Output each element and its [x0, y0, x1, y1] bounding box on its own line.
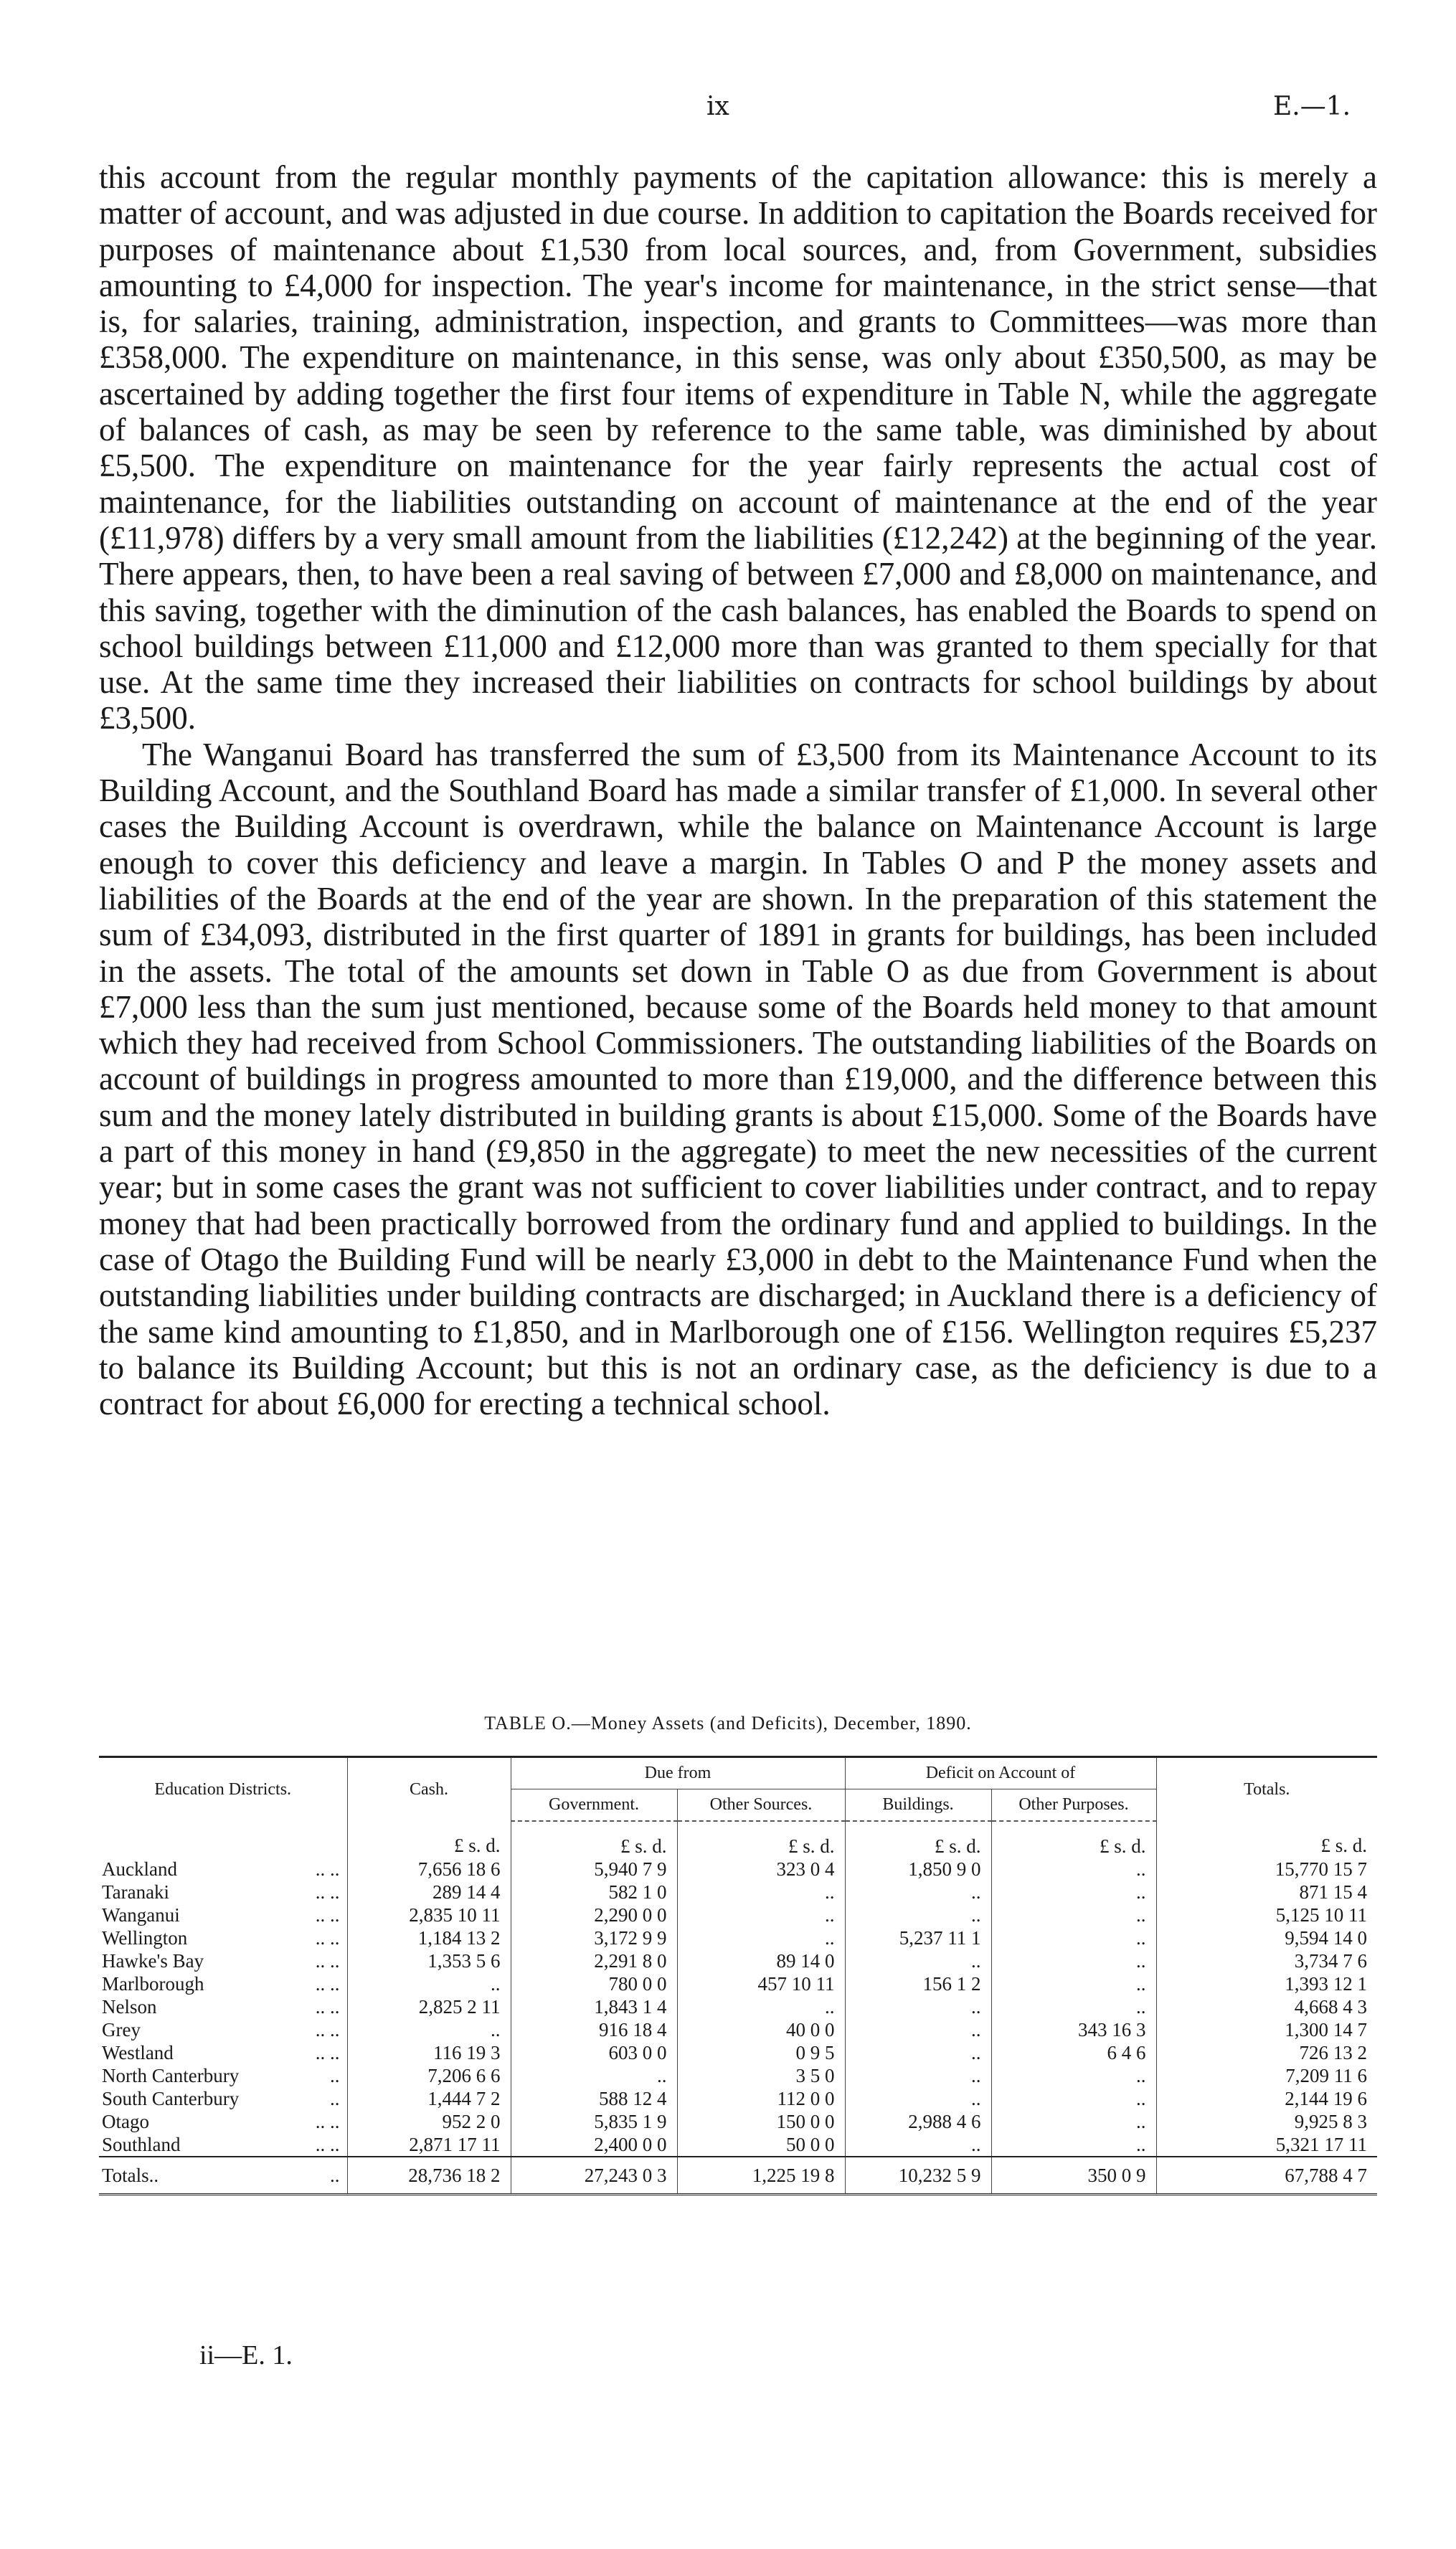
units-label: £ s. d. — [845, 1821, 991, 1858]
cell-dots: .. .. — [315, 1995, 340, 2018]
table-row — [99, 2110, 1377, 2133]
table-row — [99, 2018, 1377, 2041]
cell-totals: 4,668 4 3 — [1156, 1995, 1377, 2018]
header-government: Government. — [511, 1789, 677, 1822]
cell-other-sources: .. — [677, 1995, 845, 2018]
cell-cash: 116 19 3 — [347, 2041, 511, 2064]
cell-other-purposes: 343 16 3 — [991, 2018, 1156, 2041]
cell-government: 2,291 8 0 — [511, 1949, 677, 1972]
cell-cash: 7,206 6 6 — [347, 2064, 511, 2087]
cell-government: 3,172 9 9 — [511, 1926, 677, 1949]
cell-government: 1,843 1 4 — [511, 1995, 677, 2018]
cell-district: Wanganui — [102, 1904, 180, 1926]
cell-district: Auckland — [102, 1858, 177, 1880]
cell-other-sources: 50 0 0 — [677, 2133, 845, 2157]
cell-government: 2,400 0 0 — [511, 2133, 677, 2157]
cell-buildings: .. — [845, 2018, 991, 2041]
cell-other-sources: 89 14 0 — [677, 1949, 845, 1972]
cell-government: 2,290 0 0 — [511, 1904, 677, 1926]
cell-government: 780 0 0 — [511, 1972, 677, 1995]
table-row — [99, 1995, 1377, 2018]
cell-totals: 1,300 14 7 — [1156, 2018, 1377, 2041]
cell-buildings: 2,988 4 6 — [845, 2110, 991, 2133]
table-row — [99, 2087, 1377, 2110]
cell-cash: 2,835 10 11 — [347, 1904, 511, 1926]
cell-other-purposes: .. — [991, 1995, 1156, 2018]
cell-buildings: .. — [845, 2133, 991, 2157]
cell-government: 582 1 0 — [511, 1881, 677, 1904]
cell-other-sources: 40 0 0 — [677, 2018, 845, 2041]
units-label: £ s. d. — [677, 1821, 845, 1858]
cell-district: Nelson — [102, 1995, 157, 2018]
cell-buildings: 1,850 9 0 — [845, 1858, 991, 1881]
cell-buildings: .. — [845, 2064, 991, 2087]
cell-totals: 5,125 10 11 — [1156, 1904, 1377, 1926]
units-label: £ s. d. — [511, 1821, 677, 1858]
cell-government: 5,940 7 9 — [511, 1858, 677, 1881]
cell-other-purposes: .. — [991, 2087, 1156, 2110]
cell-district: Southland — [102, 2133, 181, 2155]
cell-district: Otago — [102, 2110, 149, 2132]
cell-government: 916 18 4 — [511, 2018, 677, 2041]
cell-other-purposes: .. — [991, 1972, 1156, 1995]
cell-government: 588 12 4 — [511, 2087, 677, 2110]
cell-dots: .. .. — [315, 1926, 340, 1949]
cell-totals: 3,734 7 6 — [1156, 1949, 1377, 1972]
cell-other-sources: 0 9 5 — [677, 2041, 845, 2064]
units-label: £ s. d. — [1156, 1821, 1377, 1858]
cell-other-sources: .. — [677, 1926, 845, 1949]
header-totals: Totals. — [1156, 1757, 1377, 1822]
cell-other-sources: .. — [677, 1881, 845, 1904]
cell-buildings: 10,232 5 9 — [845, 2157, 991, 2195]
document-reference: E.—1. — [1273, 92, 1351, 121]
cell-cash: 952 2 0 — [347, 2110, 511, 2133]
header-buildings: Buildings. — [845, 1789, 991, 1822]
cell-cash: 289 14 4 — [347, 1881, 511, 1904]
paragraph: this account from the regular monthly payments of the capitation allowance: this is merely a matter of account, and was adjusted in due course. In addition to capitation the Boards received for purposes of maintenance about £1,530 from local sources, and, from Government, subsidies amounting to £4,000 for inspection. The year's income for maintenance, in the strict sense—that is, for salaries, training, administration, inspection, and grants to Committees—was more than £358,000. The expenditure on maintenance, in this sense, was only about £350,500, as may be ascertained by adding together the first four items of expenditure in Table N, while the aggregate of balances of cash, as may be seen by reference to the same table, was diminished by about £5,500. The expenditure on maintenance for the year fairly represents the actual cost of maintenance, for the liabilities outstanding on account of maintenance at the end of the year (£11,978) differs by a very small amount from the liabilities (£12,242) at the beginning of the year. There appears, then, to have been a real saving of between £7,000 and £8,000 on maintenance, and this saving, together with the diminution of the cash balances, has enabled the Boards to spend on school buildings between £11,000 and £12,000 more than was granted to them specially for that use. At the same time they increased their liabilities on contracts for school buildings by about £3,500. — [99, 159, 1377, 737]
cell-totals: 871 15 4 — [1156, 1881, 1377, 1904]
table-row — [99, 1972, 1377, 1995]
cell-other-purposes: .. — [991, 1926, 1156, 1949]
header-due-from: Due from — [511, 1757, 845, 1789]
cell-cash: 7,656 18 6 — [347, 1858, 511, 1881]
cell-government: 603 0 0 — [511, 2041, 677, 2064]
cell-district: Grey — [102, 2018, 141, 2040]
cell-district: South Canterbury — [102, 2087, 240, 2109]
cell-totals: 1,393 12 1 — [1156, 1972, 1377, 1995]
cell-other-purposes: .. — [991, 2064, 1156, 2087]
cell-other-sources: 3 5 0 — [677, 2064, 845, 2087]
cell-cash: .. — [347, 1972, 511, 1995]
cell-other-purposes: .. — [991, 1904, 1156, 1926]
cell-totals: 9,925 8 3 — [1156, 2110, 1377, 2133]
cell-district: Hawke's Bay — [102, 1949, 204, 1972]
cell-dots: .. .. — [315, 2133, 340, 2155]
header-cash: Cash. — [347, 1757, 511, 1822]
cell-cash: 2,825 2 11 — [347, 1995, 511, 2018]
units-label: £ s. d. — [991, 1821, 1156, 1858]
cell-buildings: 5,237 11 1 — [845, 1926, 991, 1949]
cell-cash: 1,353 5 6 — [347, 1949, 511, 1972]
cell-totals: 5,321 17 11 — [1156, 2133, 1377, 2157]
cell-dots: .. .. — [315, 2110, 340, 2132]
cell-other-sources: 323 0 4 — [677, 1858, 845, 1881]
header-deficit: Deficit on Account of — [845, 1757, 1156, 1789]
cell-government: 5,835 1 9 — [511, 2110, 677, 2133]
table-row — [99, 2041, 1377, 2064]
cell-other-purposes: .. — [991, 2110, 1156, 2133]
header-other-sources: Other Sources. — [677, 1789, 845, 1822]
table-row — [99, 2133, 1377, 2157]
cell-dots: .. .. — [315, 1881, 340, 1903]
totals-row — [99, 2157, 1377, 2195]
page-header — [0, 92, 1456, 135]
cell-totals: 9,594 14 0 — [1156, 1926, 1377, 1949]
cell-district: Totals.. — [99, 2157, 254, 2195]
table-row — [99, 1904, 1377, 1926]
cell-cash: .. — [347, 2018, 511, 2041]
cell-other-sources: 1,225 19 8 — [677, 2157, 845, 2195]
table-row — [99, 1881, 1377, 1904]
cell-dots: .. .. — [315, 1972, 340, 1995]
cell-totals: 67,788 4 7 — [1156, 2157, 1377, 2195]
units-label: £ s. d. — [347, 1821, 511, 1858]
cell-dots: .. .. — [315, 2018, 340, 2040]
cell-other-purposes: 350 0 9 — [991, 2157, 1156, 2195]
cell-buildings: .. — [845, 1995, 991, 2018]
cell-other-sources: .. — [677, 1904, 845, 1926]
cell-buildings: .. — [845, 1949, 991, 1972]
cell-cash: 1,444 7 2 — [347, 2087, 511, 2110]
cell-other-purposes: .. — [991, 1858, 1156, 1881]
table-row — [99, 1926, 1377, 1949]
cell-district: Westland — [102, 2041, 174, 2063]
cell-other-sources: 112 0 0 — [677, 2087, 845, 2110]
cell-dots: .. .. — [315, 2041, 340, 2063]
cell-other-sources: 457 10 11 — [677, 1972, 845, 1995]
table-body — [99, 1821, 1377, 2195]
cell-buildings: .. — [845, 1904, 991, 1926]
cell-totals: 726 13 2 — [1156, 2041, 1377, 2064]
units-row — [99, 1821, 1377, 1858]
footer-signature: ii—E. 1. — [199, 2340, 293, 2370]
cell-cash: 2,871 17 11 — [347, 2133, 511, 2157]
cell-totals: 7,209 11 6 — [1156, 2064, 1377, 2087]
cell-government: 27,243 0 3 — [511, 2157, 677, 2195]
cell-dots: .. .. — [315, 1949, 340, 1972]
cell-totals: 2,144 19 6 — [1156, 2087, 1377, 2110]
cell-cash: 28,736 18 2 — [347, 2157, 511, 2195]
cell-cash: 1,184 13 2 — [347, 1926, 511, 1949]
cell-other-sources: 150 0 0 — [677, 2110, 845, 2133]
cell-government: .. — [511, 2064, 677, 2087]
cell-other-purposes: .. — [991, 1949, 1156, 1972]
cell-district: Taranaki — [102, 1881, 170, 1903]
cell-dots: .. — [330, 2064, 340, 2086]
body-text — [99, 159, 1377, 1422]
money-assets-table — [99, 1756, 1377, 2195]
table-title: TABLE O.—Money Assets (and Deficits), December, 1890. — [484, 1713, 972, 1734]
cell-other-purposes: 6 4 6 — [991, 2041, 1156, 2064]
cell-dots: .. — [330, 2087, 340, 2109]
page-number: ix — [706, 92, 729, 121]
cell-district: North Canterbury — [102, 2064, 240, 2086]
cell-dots: .. .. — [315, 1858, 340, 1880]
cell-buildings: .. — [845, 2087, 991, 2110]
cell-buildings: .. — [845, 2041, 991, 2064]
cell-dots: .. .. — [315, 1904, 340, 1926]
table-row — [99, 1858, 1377, 1881]
cell-other-purposes: .. — [991, 2133, 1156, 2157]
cell-district: Marlborough — [102, 1972, 204, 1995]
cell-district: Wellington — [102, 1926, 188, 1949]
cell-buildings: .. — [845, 1881, 991, 1904]
paragraph: The Wanganui Board has transferred the sum of £3,500 from its Maintenance Account to its Building Account, and the Southland Board has made a similar transfer of £1,000. In several other cases the Building Account is overdrawn, while the balance on Maintenance Account is large enough to cover this deficiency and leave a margin. In Tables O and P the money assets and liabilities of the Boards at the end of the year are shown. In the preparation of this statement the sum of £34,093, distributed in the first quarter of 1891 in grants for buildings, has been included in the assets. The total of the amounts set down in Table O as due from Government is about £7,000 less than the sum just mentioned, because some of the Boards held money to that amount which they had received from School Commissioners. The outstanding liabilities of the Boards on account of buildings in progress amounted to more than £19,000, and the difference between this sum and the money lately distributed in building grants is about £15,000. Some of the Boards have a part of this money in hand (£9,850 in the aggregate) to meet the new necessities of the current year; but in some cases the grant was not sufficient to cover liabilities under contract, and to repay money that had been practically borrowed from the ordinary fund and applied to buildings. In the case of Otago the Building Fund will be nearly £3,000 in debt to the Maintenance Fund when the outstanding liabilities under building contracts are discharged; in Auckland there is a deficiency of the same kind amounting to £1,850, and in Marlborough one of £156. Wellington requires £5,237 to balance its Building Account; but this is not an ordinary case, as the deficiency is due to a contract for about £6,000 for erecting a technical school. — [99, 736, 1377, 1422]
header-district: Education Districts. — [99, 1757, 347, 1822]
table-row — [99, 2064, 1377, 2087]
header-other-purposes: Other Purposes. — [991, 1789, 1156, 1822]
table-row — [99, 1949, 1377, 1972]
cell-totals: 15,770 15 7 — [1156, 1858, 1377, 1881]
cell-other-purposes: .. — [991, 1881, 1156, 1904]
cell-dots: .. — [254, 2157, 347, 2195]
cell-buildings: 156 1 2 — [845, 1972, 991, 1995]
